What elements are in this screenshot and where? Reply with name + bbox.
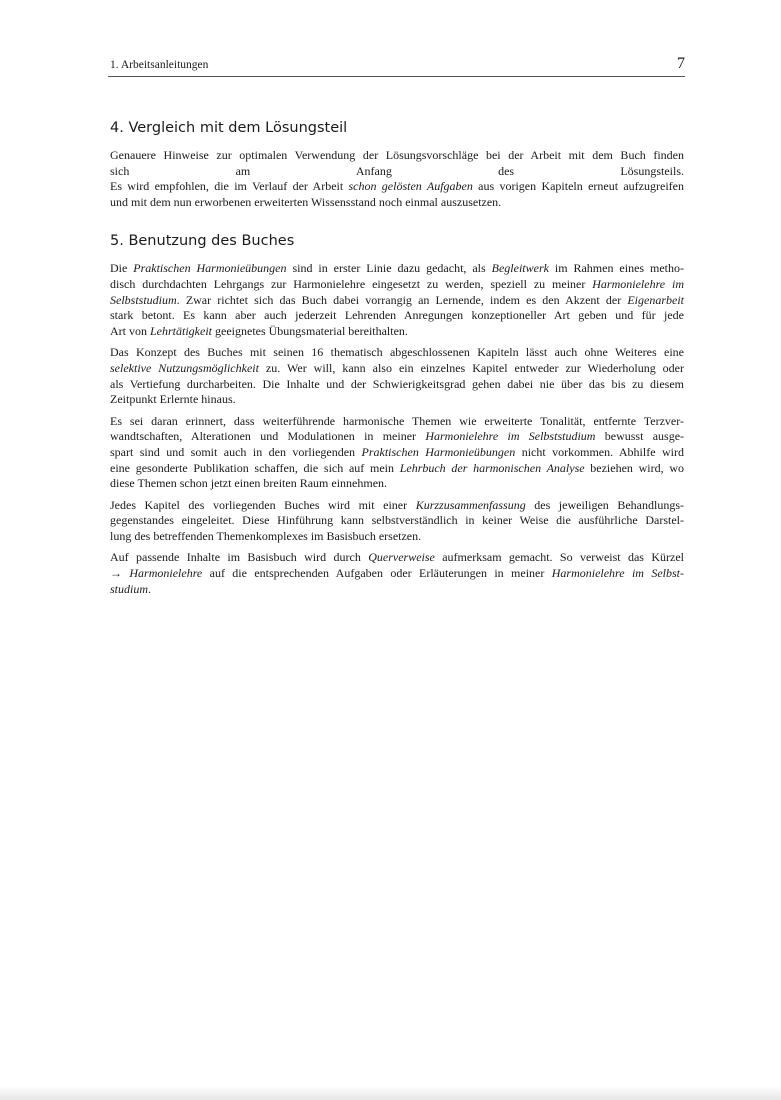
text-run: und mit dem nun erworbenen erweiterten Wissensstand noch einmal auszusetzen. bbox=[110, 194, 502, 209]
emphasized-text: Kurzzusammenfassung bbox=[415, 497, 526, 512]
text-line bbox=[110, 498, 684, 514]
text-run: Zeitpunkt Erlernte hinaus. bbox=[110, 392, 236, 407]
text-line bbox=[110, 429, 684, 445]
text-run: bewusst ausge- bbox=[595, 429, 685, 444]
text-line bbox=[110, 445, 684, 461]
emphasized-text: Harmonielehre im Selbststudium bbox=[425, 429, 596, 444]
text-line bbox=[110, 392, 684, 408]
emphasized-text: Praktischen Harmonieübungen bbox=[133, 261, 287, 276]
text-run: sind in erster Linie dazu gedacht, als bbox=[286, 261, 492, 276]
text-line bbox=[110, 345, 684, 361]
text-line bbox=[110, 582, 684, 598]
text-run: lung des betreffenden Themenkomplexes im Basisbuch ersetzen. bbox=[110, 528, 422, 543]
text-line bbox=[110, 513, 684, 529]
emphasized-text: Harmonielehre im bbox=[592, 276, 685, 291]
text-line bbox=[110, 377, 684, 393]
emphasized-text: studium bbox=[110, 581, 149, 596]
emphasized-text: Querverweise bbox=[368, 550, 435, 565]
text-run: → bbox=[110, 566, 130, 581]
emphasized-text: selektive Nutzungsmöglichkeit bbox=[110, 360, 259, 375]
text-line bbox=[110, 566, 684, 582]
text-run: geeignetes Übungsmaterial bereithalten. bbox=[212, 323, 408, 338]
text-run: . bbox=[148, 581, 152, 596]
section-body bbox=[110, 261, 684, 597]
text-run: Genauere Hinweise zur optimalen Verwendung der Lösungsvorschläge bei der Arbeit mit dem Buch finden bbox=[110, 148, 684, 162]
text-run: Art von bbox=[110, 323, 150, 338]
emphasized-text: Harmonielehre im Selbst- bbox=[551, 566, 684, 581]
emphasized-text: Lehrbuch der harmonischen Analyse bbox=[399, 460, 585, 475]
text-run: spart sind und somit auch in den vorliegenden bbox=[110, 444, 362, 459]
paragraph bbox=[110, 414, 684, 492]
text-run: . Zwar richtet sich das Buch dabei vorrangig an Lernende, indem es den Akzent der bbox=[176, 292, 628, 307]
text-line bbox=[110, 179, 684, 195]
text-run: Jedes Kapitel des vorliegenden Buches wird mit einer bbox=[110, 497, 416, 512]
emphasized-text: Selbststudium bbox=[110, 292, 177, 307]
text-line bbox=[110, 308, 684, 324]
text-run: als Vertiefung durcharbeiten. Die Inhalte und der Schwierigkeitsgrad gehen dabei nie über das bis zu diesem bbox=[110, 376, 684, 391]
section-heading: 5. Benutzung des Buches bbox=[110, 233, 295, 250]
page-number: 7 bbox=[677, 55, 685, 72]
text-run: wandtschaften, Alterationen und Modulationen in meiner bbox=[110, 429, 426, 444]
text-run: stark betont. Es kann aber auch jederzeit Lehrenden Anregungen konzeptioneller Art geben und für jede bbox=[110, 308, 684, 323]
text-run: aus vorigen Kapiteln erneut aufzugreifen bbox=[472, 179, 684, 194]
emphasized-text: Begleitwerk bbox=[491, 261, 549, 276]
text-run: aufmerksam gemacht. So verweist das Kürzel bbox=[434, 550, 684, 565]
page-body bbox=[110, 118, 684, 603]
text-line bbox=[110, 529, 684, 545]
text-run: des jeweiligen Behandlungs- bbox=[525, 497, 684, 512]
text-run: im Rahmen eines metho- bbox=[548, 261, 684, 276]
text-run: disch durchdachten Lehrgangs zur Harmonielehre eingesetzt zu werden, speziell zu meiner bbox=[110, 276, 593, 291]
text-run: Es sei daran erinnert, dass weiterführende harmonische Themen wie erweiterte Tonalität, entfernte Terzver- bbox=[110, 413, 684, 428]
paragraph bbox=[110, 148, 684, 210]
emphasized-text: Harmonielehre bbox=[129, 566, 203, 581]
paragraph bbox=[110, 498, 684, 545]
text-line bbox=[110, 461, 684, 477]
text-line bbox=[110, 476, 684, 492]
text-run: sich am Anfang des Lösungsteils. bbox=[110, 163, 684, 178]
text-run: nicht vorkommen. Abhilfe wird bbox=[515, 444, 684, 459]
text-line bbox=[110, 148, 684, 164]
emphasized-text: Eigenarbeit bbox=[627, 292, 684, 307]
text-run: zu. Wer will, kann also ein einzelnes Kapitel entweder zur Wiederholung oder bbox=[258, 360, 685, 375]
text-run: Auf passende Inhalte im Basisbuch wird durch bbox=[110, 550, 369, 565]
text-line bbox=[110, 324, 684, 340]
text-line bbox=[110, 164, 684, 180]
running-title: 1. Arbeitsanleitungen bbox=[110, 59, 209, 71]
section-heading: 4. Vergleich mit dem Lösungsteil bbox=[110, 120, 348, 136]
text-line bbox=[110, 414, 684, 430]
text-run: Die bbox=[110, 261, 134, 276]
text-line bbox=[110, 293, 684, 309]
page-bottom-shade bbox=[0, 1086, 781, 1100]
text-line bbox=[110, 550, 684, 566]
section-body bbox=[110, 148, 684, 210]
text-run: auf die entsprechenden Aufgaben oder Erläuterungen in meiner bbox=[202, 566, 552, 581]
emphasized-text: Praktischen Harmonieübungen bbox=[361, 444, 516, 459]
text-line bbox=[110, 361, 684, 377]
text-run: gegenstandes eingeleitet. Diese Hinführung kann selbstverständlich in keiner Weise die ausführliche Darstel- bbox=[110, 513, 684, 528]
text-run: eine gesonderte Publikation schaffen, die sich auf mein bbox=[110, 460, 400, 475]
paragraph bbox=[110, 550, 684, 597]
paragraph bbox=[110, 345, 684, 407]
text-line bbox=[110, 277, 684, 293]
text-run: diese Themen schon jetzt einen breiten Raum einnehmen. bbox=[110, 476, 388, 491]
text-run: Das Konzept des Buches mit seinen 16 thematisch abgeschlossenen Kapiteln lässt auch ohne Weiteres eine bbox=[110, 345, 684, 360]
text-line bbox=[110, 261, 684, 277]
paragraph bbox=[110, 261, 684, 339]
running-header bbox=[108, 56, 685, 77]
emphasized-text: schon gelösten Aufgaben bbox=[348, 179, 473, 194]
text-line bbox=[110, 195, 684, 211]
text-run: beziehen wird, wo bbox=[584, 460, 684, 475]
text-run: Es wird empfohlen, die im Verlauf der Arbeit bbox=[110, 179, 349, 194]
emphasized-text: Lehrtätigkeit bbox=[150, 323, 212, 338]
